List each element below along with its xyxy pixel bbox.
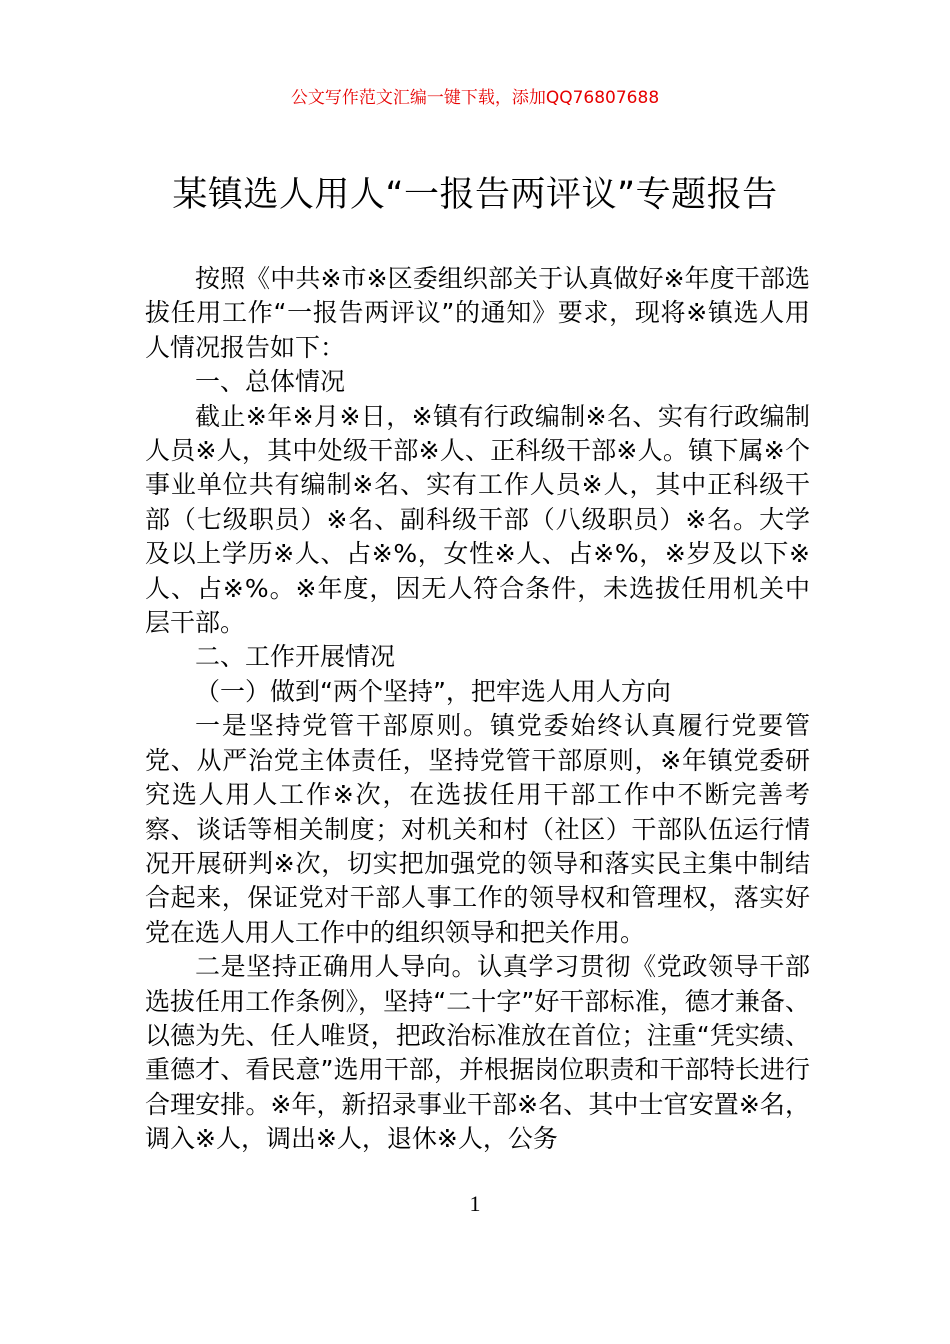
download-banner[interactable]: 公文写作范文汇编一键下载，添加QQ76807688 — [290, 88, 660, 108]
page-number: 1 — [469, 1191, 481, 1216]
subsection-heading-1: （一）做到“两个坚持”，把牢选人用人方向 — [195, 676, 671, 706]
orientation-paragraph: 二是坚持正确用人导向。认真学习贯彻《党政领导干部选拔任用工作条例》，坚持“二十字”好干部标准，德才兼备、以德为先、任人唯贤，把政治标准放在首位；注重“凭实绩、重德才、看民意”选用干部，并根据岗位职责和干部特长进行合理安排。※年，新招录事业干部※名、其中士官安置※名，调入※人，调出※人，退休※人，公务 — [145, 952, 810, 1154]
overview-paragraph: 截止※年※月※日，※镇有行政编制※名、实有行政编制人员※人，其中处级干部※人、正科级干部※人。镇下属※个事业单位共有编制※名、实有工作人员※人，其中正科级干部（七级职员）※名、副科级干部（八级职员）※名。大学及以上学历※人、占※%，女性※人、占※%，※岁及以下※人、占※%。※年度，因无人符合条件，未选拔任用机关中层干部。 — [145, 401, 810, 638]
document-body — [145, 262, 810, 1157]
document-title: 某镇选人用人“一报告两评议”专题报告 — [172, 175, 778, 215]
section-heading-work: 二、工作开展情况 — [195, 642, 396, 672]
section-heading-overview: 一、总体情况 — [195, 367, 346, 397]
party-principle-paragraph: 一是坚持党管干部原则。镇党委始终认真履行党要管党、从严治党主体责任，坚持党管干部原则，※年镇党委研究选人用人工作※次，在选拔任用干部工作中不断完善考察、谈话等相关制度；对机关和村（社区）干部队伍运行情况开展研判※次，切实把加强党的领导和落实民主集中制结合起来，保证党对干部人事工作的领导权和管理权，落实好党在选人用人工作中的组织领导和把关作用。 — [145, 711, 810, 947]
intro-paragraph: 按照《中共※市※区委组织部关于认真做好※年度干部选拔任用工作“一报告两评议”的通知》要求，现将※镇选人用人情况报告如下： — [145, 264, 810, 362]
